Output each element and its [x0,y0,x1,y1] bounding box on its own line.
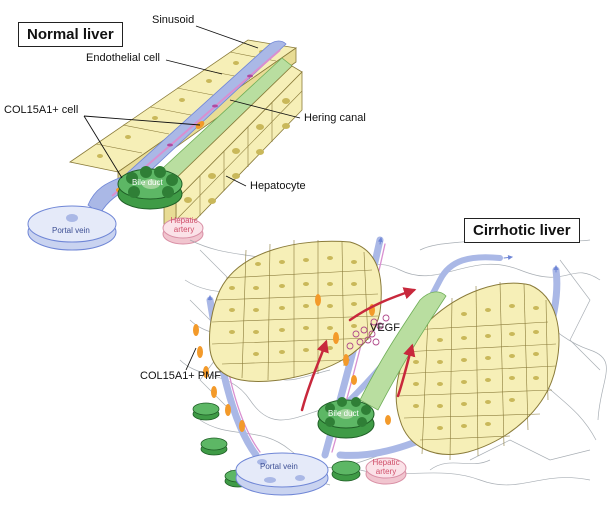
label-portal-vein-cirrhotic: Portal vein [260,462,298,471]
label-vegf: VEGF [370,322,400,334]
label-portal-vein-normal: Portal vein [52,226,90,235]
portal-vein-cirrhotic [236,453,328,495]
label-hepatocyte: Hepatocyte [250,180,306,192]
label-sinusoid: Sinusoid [152,14,195,26]
hepatocyte-nodule-left [209,240,381,381]
label-endothelial-cell: Endothelial cell [86,52,160,64]
label-hepatic-artery-cirrhotic: Hepatic artery [372,458,400,476]
label-hepatic-artery-normal: Hepatic artery [170,216,198,234]
label-hering-canal: Hering canal [304,112,366,124]
label-col15a1-pmf: COL15A1+ PMF [140,370,222,382]
cirrhotic-liver-panel [180,232,606,495]
pmf-leader-line [186,348,196,370]
cirrhotic-liver-title: Cirrhotic liver [464,218,580,243]
label-bile-duct-cirrhotic: Bile duct [328,409,359,418]
normal-liver-title: Normal liver [18,22,123,47]
label-col15a1-cell: COL15A1+ cell [4,104,79,116]
label-bile-duct-normal: Bile duct [132,178,163,187]
normal-liver-panel [28,26,302,250]
